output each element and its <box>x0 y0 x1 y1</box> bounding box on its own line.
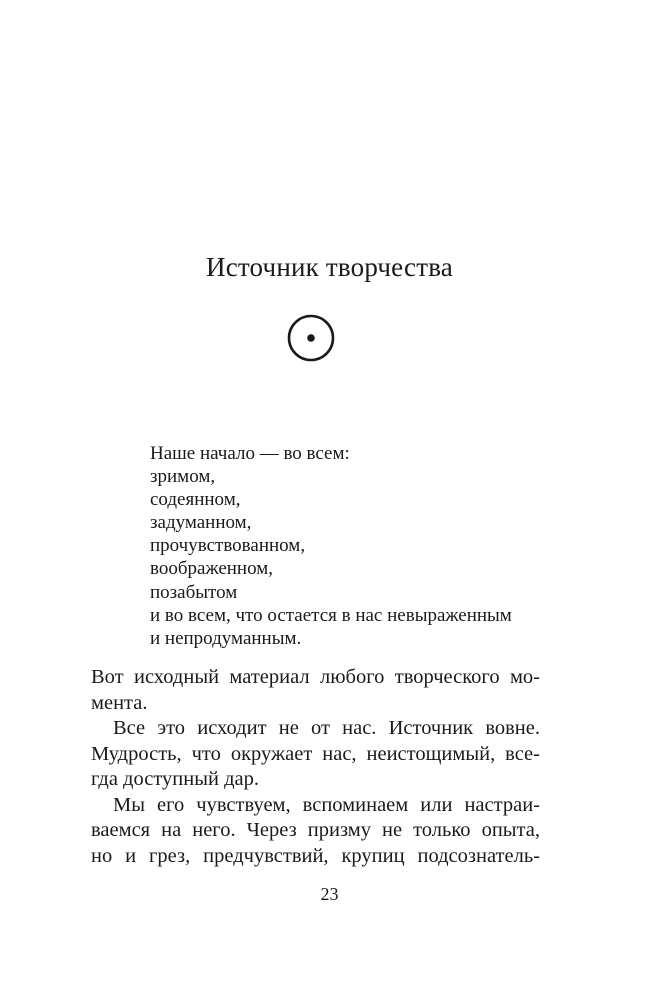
prose-line: ваемся на него. Через призму не только опыта, <box>91 819 540 841</box>
page-number: 23 <box>320 884 339 904</box>
prose-line: но и грез, предчувствий, крупиц подсознатель- <box>91 844 540 867</box>
prose-line: Вот исходный материал любого творческого мо- <box>91 666 540 688</box>
poem-line: прочувствованном, <box>150 535 306 557</box>
prose-line: Мудрость, что окружает нас, неистощимый, все- <box>91 742 540 765</box>
poem-line: зримом, <box>150 466 216 488</box>
chapter-title: Источник творчества <box>206 252 453 282</box>
prose-line: Все это исходит не от нас. Источник вовне. <box>113 717 540 739</box>
body-text <box>91 665 540 869</box>
poem-line: и непродуманным. <box>150 627 302 649</box>
epigraph-poem <box>150 442 590 650</box>
prose-line: мента. <box>91 691 148 714</box>
poem-line: и во всем, что остается в нас невыраженным <box>150 604 512 626</box>
prose-line: Мы его чувствуем, вспоминаем или настраи- <box>113 793 540 816</box>
poem-line: задуманном, <box>150 512 252 534</box>
poem-line: Наше начало — во всем: <box>150 443 350 464</box>
poem-line: воображенном, <box>150 558 273 580</box>
poem-line: позабытом <box>150 581 238 603</box>
circled-dot-sun-icon <box>287 314 335 362</box>
poem-line: содеянном, <box>150 489 241 511</box>
prose-line: гда доступный дар. <box>91 768 259 790</box>
